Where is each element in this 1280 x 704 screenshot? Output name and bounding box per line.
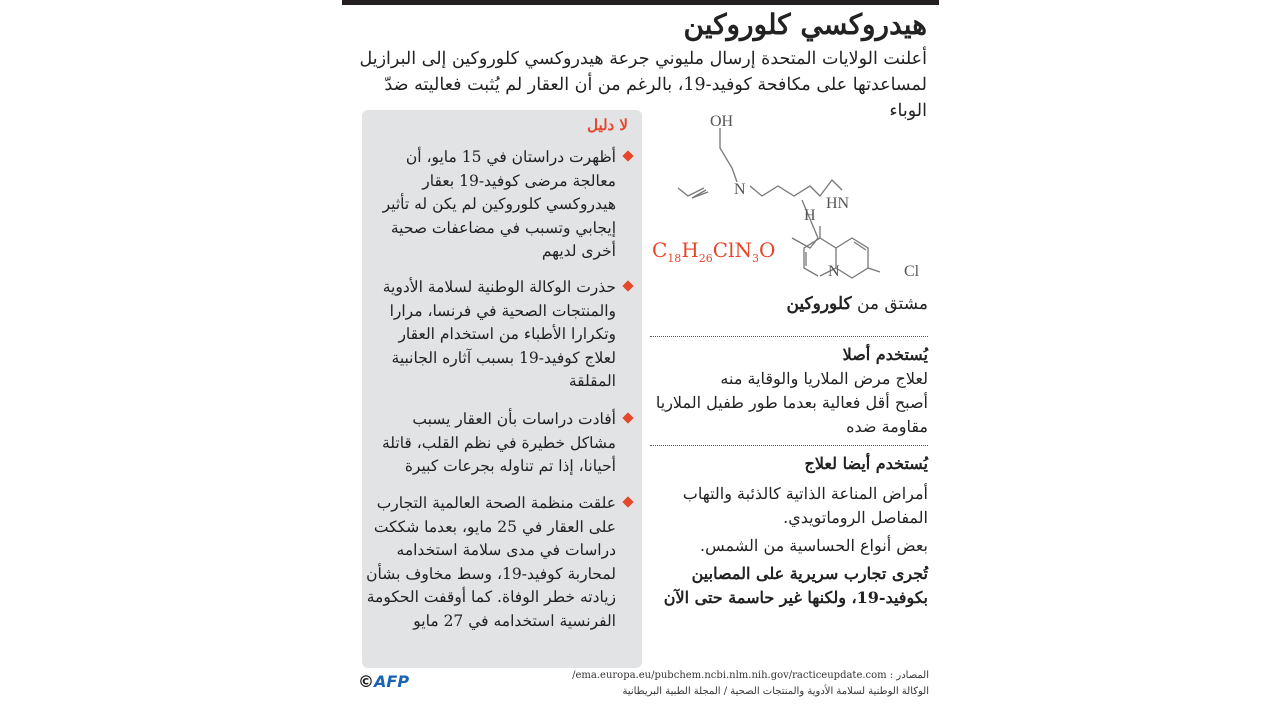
trials-text: تُجرى تجارب سريرية على المصابين بكوفيد-19، ولكنها غير حاسمة حتى الآن	[663, 564, 928, 607]
hn-label: HN	[826, 195, 850, 212]
afp-logo	[358, 672, 409, 691]
f: H	[681, 238, 699, 262]
divider	[650, 445, 928, 446]
n2-label: N	[828, 263, 840, 280]
diamond-bullet-icon	[622, 280, 633, 291]
bullet-text: حذرت الوكالة الوطنية لسلامة الأدوية والمنتجات الصحية في فرنسا، مرارا وتكرارا الأطباء من استخدام العقار لعلاج كوفيد-19 بسبب آثاره الجانبية المقلقة	[382, 278, 616, 390]
original-use-heading: يُستخدم أصلا	[842, 345, 928, 364]
h-label: H	[804, 207, 816, 224]
also-used-line: بعض أنواع الحساسية من الشمس.	[700, 536, 928, 555]
cl-label: Cl	[904, 263, 920, 280]
sources-line: المصادر : ema.europa.eu/pubchem.ncbi.nlm.nih.gov/racticeupdate.com/	[572, 670, 929, 681]
diamond-bullet-icon	[622, 412, 633, 423]
no-evidence-panel	[362, 110, 642, 668]
sources-line: الوكالة الوطنية لسلامة الأدوية والمنتجات الصحية / المجلة الطبية البريطانية	[622, 686, 929, 697]
list-item	[366, 276, 632, 394]
f: 3	[751, 252, 759, 265]
derivative-name: كلوروكين	[786, 294, 852, 314]
copyright-icon: ©	[358, 672, 374, 691]
bullet-text: أظهرت دراستان في 15 مايو، أن معالجة مرضى كوفيد-19 بعقار هيدروكسي كلوروكين لم يكن له تأثير إيجابي وتسبب في مضاعفات صحية أخرى لديهم	[382, 148, 616, 260]
intro-text: أعلنت الولايات المتحدة إرسال مليوني جرعة هيدروكسي كلوروكين إلى البرازيل لمساعدتها على مكافحة كوفيد-19، بالرغم من أن العقار لم يُثبت فعاليته ضدّ الوباء	[359, 49, 927, 121]
f: 26	[698, 252, 713, 265]
also-used-heading: يُستخدم أيضا لعلاج	[804, 454, 928, 473]
list-item	[366, 146, 632, 264]
page-title: هيدروكسي كلوروكين	[683, 8, 927, 41]
infographic	[342, 0, 939, 704]
list-item	[366, 408, 632, 479]
original-use-line: أصبح أقل فعالية بعدما طور طفيل الملاريا مقاومة ضده	[655, 393, 928, 436]
f: C	[652, 238, 668, 262]
chemical-formula	[652, 238, 775, 265]
derivative-text	[650, 292, 928, 316]
bullet-text: علقت منظمة الصحة العالمية التجارب على العقار في 25 مايو، بعدما شككت دراسات في مدى سلامة استخدامه لمحاربة كوفيد-19، وسط مخاوف بشأن زيادته خطر الوفاة. كما أوقفت الحكومة الفرنسية استخدامه في 27 مايو	[366, 494, 616, 630]
panel-title: لا دليل	[587, 116, 628, 134]
derivative-prefix: مشتق من	[851, 294, 928, 314]
f: ClN	[712, 238, 752, 262]
f: O	[758, 238, 776, 262]
f: 18	[667, 252, 682, 265]
info-column	[650, 292, 928, 610]
oh-label: OH	[710, 113, 734, 130]
logo-text: AFP	[374, 672, 410, 691]
divider	[650, 336, 928, 337]
top-bar	[342, 0, 939, 5]
diamond-bullet-icon	[622, 150, 633, 161]
also-used-line: أمراض المناعة الذاتية كالذئبة والتهاب المفاصل الروماتويدي.	[682, 484, 928, 527]
original-use-line: لعلاج مرض الملاريا والوقاية منه	[720, 369, 928, 388]
sources	[572, 668, 929, 700]
bullet-text: أفادت دراسات بأن العقار يسبب مشاكل خطيرة في نظم القلب، قاتلة أحيانا، إذا تم تناوله بجرعات كبيرة	[381, 410, 616, 475]
n-label: N	[734, 181, 746, 198]
list-item	[366, 492, 632, 633]
diamond-bullet-icon	[622, 496, 633, 507]
